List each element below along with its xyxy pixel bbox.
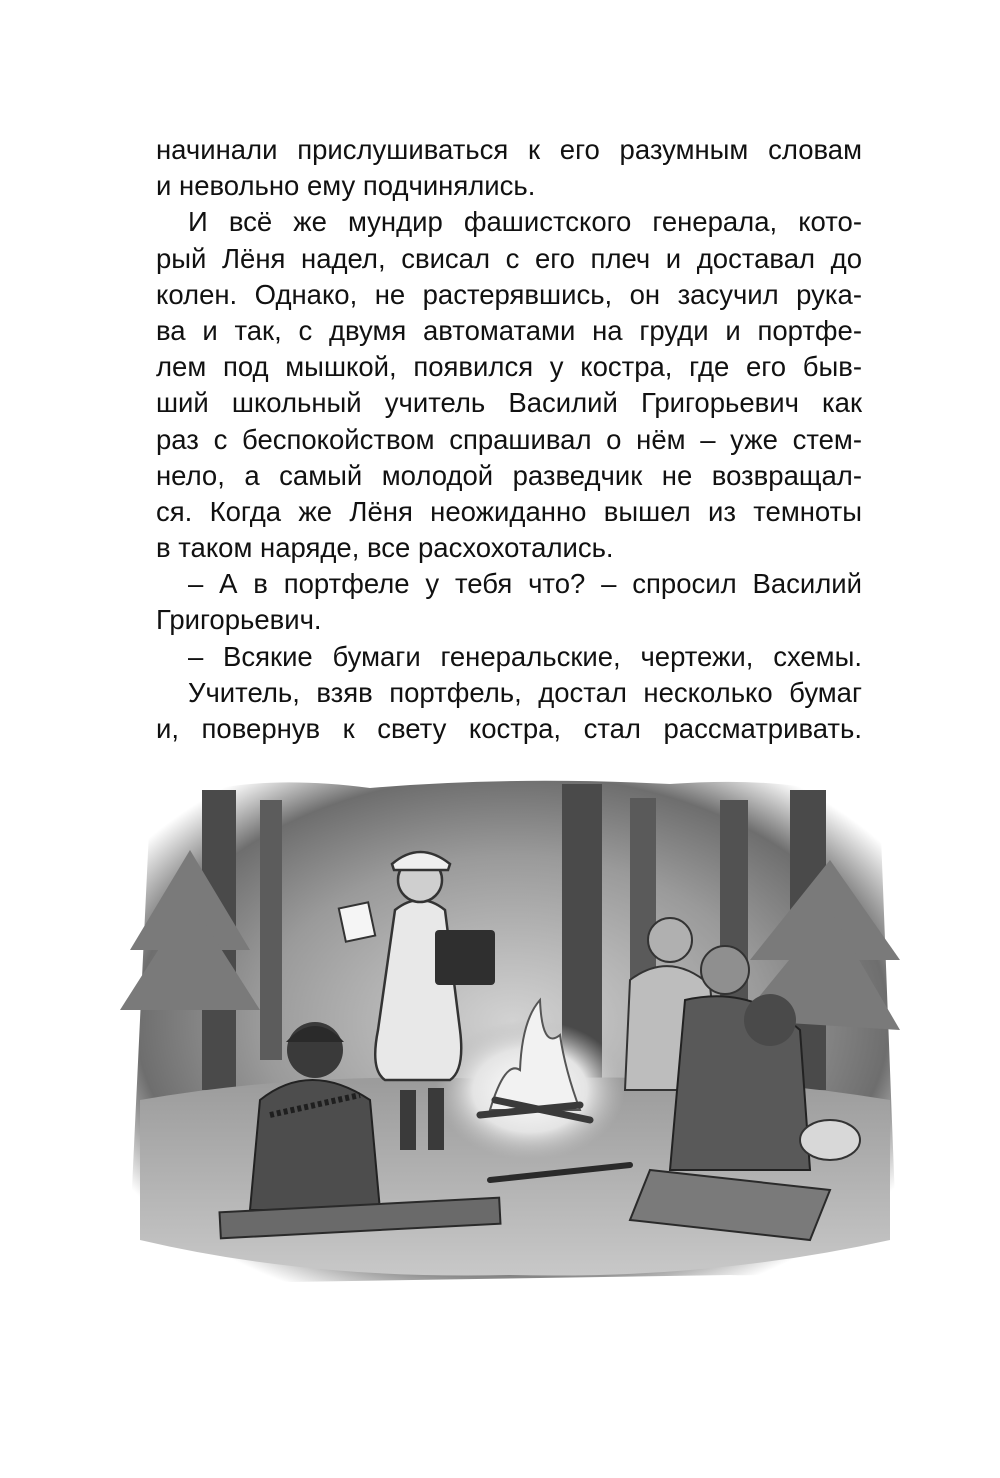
campfire-scene xyxy=(110,770,905,1300)
text-line: И всё же мундир фашистского генерала, кото- xyxy=(188,206,862,238)
jacket-back xyxy=(250,1080,380,1210)
text-line: Учитель, взяв портфель, достал несколько бумаг xyxy=(188,676,862,708)
text-line: ший школьный учитель Василий Григорьевич как xyxy=(156,387,862,419)
boot xyxy=(400,1090,416,1150)
sack xyxy=(800,1120,860,1160)
campfire-illustration xyxy=(110,770,905,1300)
partisan-head xyxy=(648,918,692,962)
text-line: и, повернув к свету костра, стал рассматривать. xyxy=(156,713,862,744)
text-line: в таком наряде, все расхохотались. xyxy=(156,532,614,564)
text-line: лем под мышкой, появился у костра, где его быв- xyxy=(156,351,862,383)
briefcase xyxy=(435,930,495,985)
papers xyxy=(339,902,375,941)
partisan-head xyxy=(744,994,796,1046)
teacher-head xyxy=(701,946,749,994)
text-line: ся. Когда же Лёня неожиданно вышел из темноты xyxy=(156,495,862,527)
page-text xyxy=(156,132,862,747)
text-line: и невольно ему подчинялись. xyxy=(156,170,536,202)
tree-trunk xyxy=(260,800,282,1060)
text-line: раз с беспокойством спрашивал о нём – уже стем- xyxy=(156,423,862,455)
dialogue-line: – А в портфеле у тебя что? – спросил Василий xyxy=(188,568,862,600)
dialogue-line: – Всякие бумаги генеральские, чертежи, схемы. xyxy=(188,640,862,672)
boot xyxy=(428,1088,444,1150)
text-line: рый Лёня надел, свисал с его плеч и доставал до xyxy=(156,242,862,274)
text-line: колен. Однако, не растерявшись, он засучил рука- xyxy=(156,278,862,310)
text-line: нело, а самый молодой разведчик не возвращал- xyxy=(156,459,862,491)
text-line: начинали прислушиваться к его разумным словам xyxy=(156,134,862,165)
text-line: Григорьевич. xyxy=(156,604,322,636)
text-line: ва и так, с двумя автоматами на груди и портфе- xyxy=(156,314,862,346)
